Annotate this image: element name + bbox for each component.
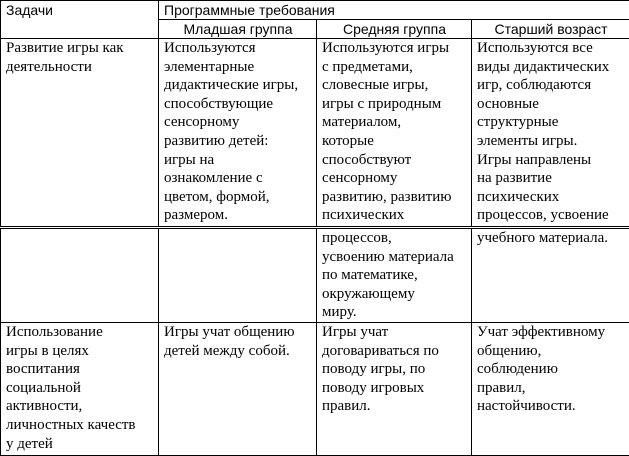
program-table-part2 [0, 228, 629, 456]
senior-cell: Используются все виды дидактических игр, соблюдаются основные структурные элементы игры. Игры направлены на развитие психических процессов, усвоение [472, 39, 629, 227]
junior-cell [159, 229, 317, 323]
header-junior: Младшая группа [159, 20, 317, 39]
header-tasks: Задачи [1, 1, 159, 39]
task-cell: Использование игры в целях воспитания социальной активности, личностных качеств у детей [1, 322, 159, 455]
header-middle: Средняя группа [317, 20, 472, 39]
senior-cell: Учат эффективному общению, соблюдению правил, настойчивости. [472, 322, 629, 455]
middle-cell: процессов, усвоению материала по математике, окружающему миру. [317, 229, 472, 323]
program-table-part1 [0, 0, 629, 227]
junior-cell: Игры учат общению детей между собой. [159, 322, 317, 455]
table-row [1, 322, 629, 455]
junior-cell: Используются элементарные дидактические игры, способствующие сенсорному развитию детей: игры на ознакомление с цветом, формой, размером. [159, 39, 317, 227]
header-senior: Старший возраст [472, 20, 629, 39]
middle-cell: Используются игры с предметами, словесные игры, игры с природным материалом, которые способствуют сенсорному развитию, развитию психических [317, 39, 472, 227]
header-program: Программные требования [159, 1, 629, 20]
senior-cell: учебного материала. [472, 229, 629, 323]
task-cell [1, 229, 159, 323]
table-row [1, 229, 629, 323]
task-cell: Развитие игры как деятельности [1, 39, 159, 227]
header-row-top [1, 1, 629, 20]
table-row [1, 39, 629, 227]
middle-cell: Игры учат договариваться по поводу игры, по поводу игровых правил. [317, 322, 472, 455]
